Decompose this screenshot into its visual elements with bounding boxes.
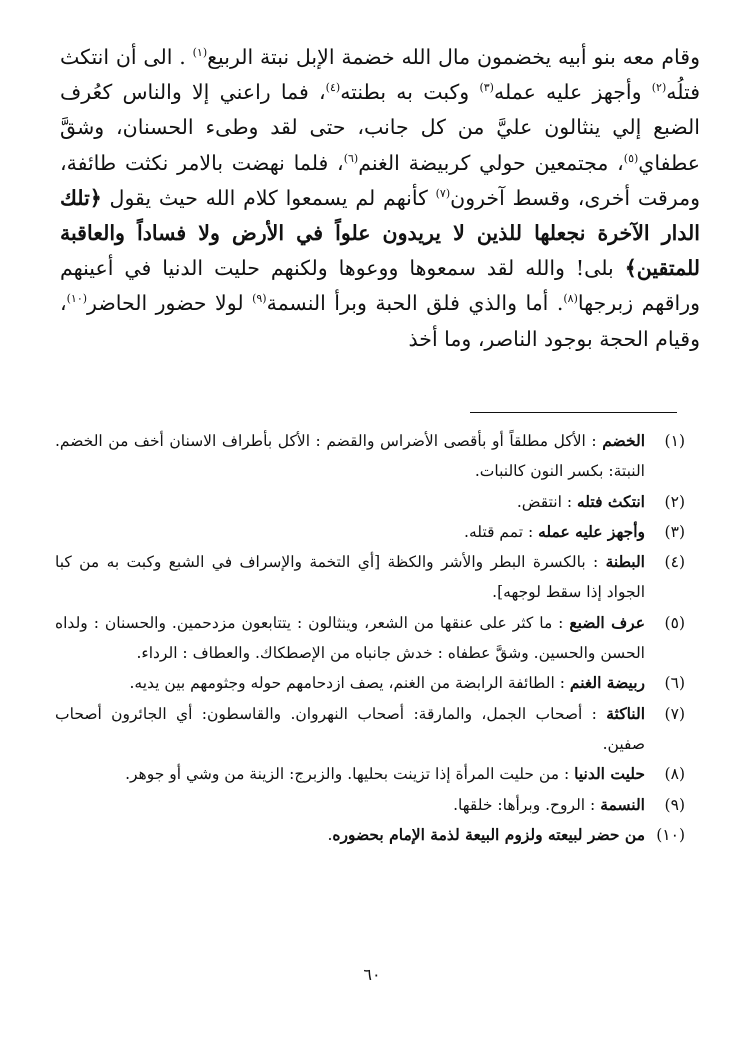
footnote-number: (١٠)	[656, 825, 685, 844]
footnote-body	[55, 699, 645, 760]
footnote-item	[55, 426, 685, 487]
footnote-number: (٧)	[664, 704, 685, 723]
footnote-text: : تمم قتله.	[464, 522, 539, 541]
footnotes	[55, 426, 685, 850]
footnote-term: البطنة	[605, 552, 645, 572]
footnote-text: .	[327, 825, 333, 844]
footnote-ref: (٤)	[325, 81, 341, 95]
footnote-number: (٣)	[664, 522, 685, 541]
footnote-term: الناكثة	[606, 703, 645, 723]
text-segment: وأجهز عليه عمله	[493, 80, 652, 105]
footnote-item	[55, 668, 685, 698]
footnote-text: : انتقض.	[516, 492, 577, 511]
footnote-text: : بالكسرة البطر والأشر والكظة [أي التخمة والإسراف في الشبع وكبت به من كبا الجواد إذا سقط لوجهه].	[55, 553, 645, 602]
text-segment: وكبت به بطنته	[340, 80, 480, 105]
footnote-term: الخضم	[602, 431, 645, 450]
main-text	[60, 40, 700, 357]
footnote-item	[55, 790, 685, 820]
text-segment: ، فما راعني إلا والناس كعُرف الضبع إلي ينثالون عليَّ من كل جانب، حتى لقد وطىء الحسنان، وشقَّ عطفاي	[60, 80, 701, 175]
text-segment: ، وقيام الحجة بوجود الناصر، وما أخذ	[60, 291, 700, 351]
footnote-ref: (٣)	[479, 81, 494, 95]
text-segment: . أما والذي فلق الحبة وبرأ النسمة	[266, 291, 564, 316]
footnote-body	[55, 426, 645, 487]
footnote-term: حليت الدنيا	[574, 764, 645, 784]
text-segment: بلى! والله لقد سمعوها ووعوها ولكنهم حليت الدنيا في أعينهم وراقهم زبرجها	[60, 256, 701, 316]
footnote-item	[55, 759, 685, 789]
footnote-term: عرف الضبع	[569, 612, 645, 632]
footnote-body	[55, 547, 645, 608]
footnote-number: (٨)	[664, 765, 685, 784]
footnote-term: النسمة	[600, 794, 645, 814]
footnote-ref: (١٠)	[66, 292, 88, 306]
footnote-text: : الروح. وبرأها: خلقها.	[453, 795, 601, 814]
footnote-body	[55, 759, 645, 789]
footnote-number: (٥)	[664, 613, 685, 632]
footnote-item	[55, 487, 685, 517]
footnote-term: ربيضة الغنم	[569, 673, 645, 693]
footnote-ref: (٩)	[252, 292, 267, 306]
footnote-text: : أصحاب الجمل، والمارقة: أصحاب النهروان. والقاسطون: أي الجائرون أصحاب صفين.	[55, 704, 645, 753]
footnote-ref: (٢)	[651, 81, 667, 95]
footnote-text: : الطائفة الرابضة من الغنم، يصف ازدحامهم حوله وجثومهم بين يديه.	[129, 674, 570, 693]
footnote-item	[55, 820, 685, 850]
footnote-body	[55, 820, 645, 850]
text-segment: . الى أن انتكث فتلُه	[60, 45, 701, 105]
footnote-text: : ما كثر على عنقها من الشعر، وينثالون : يتتابعون مزدحمين. والحسنان : ولداه الحسن والحسين. وشقَّ عطفاه : خدش جانباه من الإصطكاك. والعطاف : الرداء.	[55, 613, 645, 663]
footnote-number: (١)	[664, 432, 685, 450]
footnote-text: : من حليت المرأة إذا تزينت بحليها. والزبرج: الزينة من وشي أو جوهر.	[125, 765, 575, 784]
text-segment: لولا حضور الحاضر	[87, 291, 253, 316]
footnote-term: انتكث فتله	[576, 491, 645, 511]
footnote-item	[55, 608, 685, 669]
footnote-ref: (١)	[192, 46, 208, 60]
footnote-ref: (٦)	[343, 151, 359, 165]
text-segment: ، فلما نهضت بالامر نكثت طائفة، ومرقت أخرى، وقسط آخرون	[60, 150, 700, 210]
footnote-body	[55, 790, 645, 820]
footnote-item	[55, 547, 685, 608]
text-segment: كأنهم لم يسمعوا كلام الله حيث يقول	[101, 185, 436, 210]
footnote-text: : الأكل مطلقاً أو بأقصى الأضراس والقضم : الأكل بأطراف الاسنان أخف من الخضم. النبتة: بكسر النون كالنبات.	[55, 432, 645, 481]
footnote-item	[55, 517, 685, 547]
footnote-number: (٩)	[664, 795, 685, 814]
footnote-ref: (٨)	[563, 292, 578, 306]
page-number: ٦٠	[363, 965, 381, 984]
text-segment: ، مجتمعين حولي كربيضة الغنم	[358, 150, 624, 175]
body-paragraph	[60, 40, 700, 357]
footnote-number: (٦)	[664, 674, 685, 693]
footnote-body	[55, 487, 645, 517]
footnote-body	[55, 668, 645, 698]
footnote-number: (٢)	[664, 492, 685, 511]
footnote-ref: (٥)	[623, 151, 639, 165]
quran-quote: ﴿تلك الدار الآخرة نجعلها للذين لا يريدون علواً في الأرض ولا فساداً والعاقبة للمتقين﴾	[60, 185, 700, 281]
footnote-term: من حضر لبيعته ولزوم البيعة لذمة الإمام بحضوره	[332, 824, 645, 844]
footnote-body	[55, 608, 645, 669]
footnote-term: وأجهز عليه عمله	[538, 521, 645, 541]
text-segment: وقام معه بنو أبيه يخضمون مال الله خضمة الإبل نبتة الربيع	[207, 45, 700, 69]
footnote-body	[55, 517, 645, 547]
footnote-divider	[470, 412, 677, 413]
footnote-ref: (٧)	[435, 186, 451, 200]
footnote-number: (٤)	[664, 553, 685, 572]
footnote-item	[55, 699, 685, 760]
